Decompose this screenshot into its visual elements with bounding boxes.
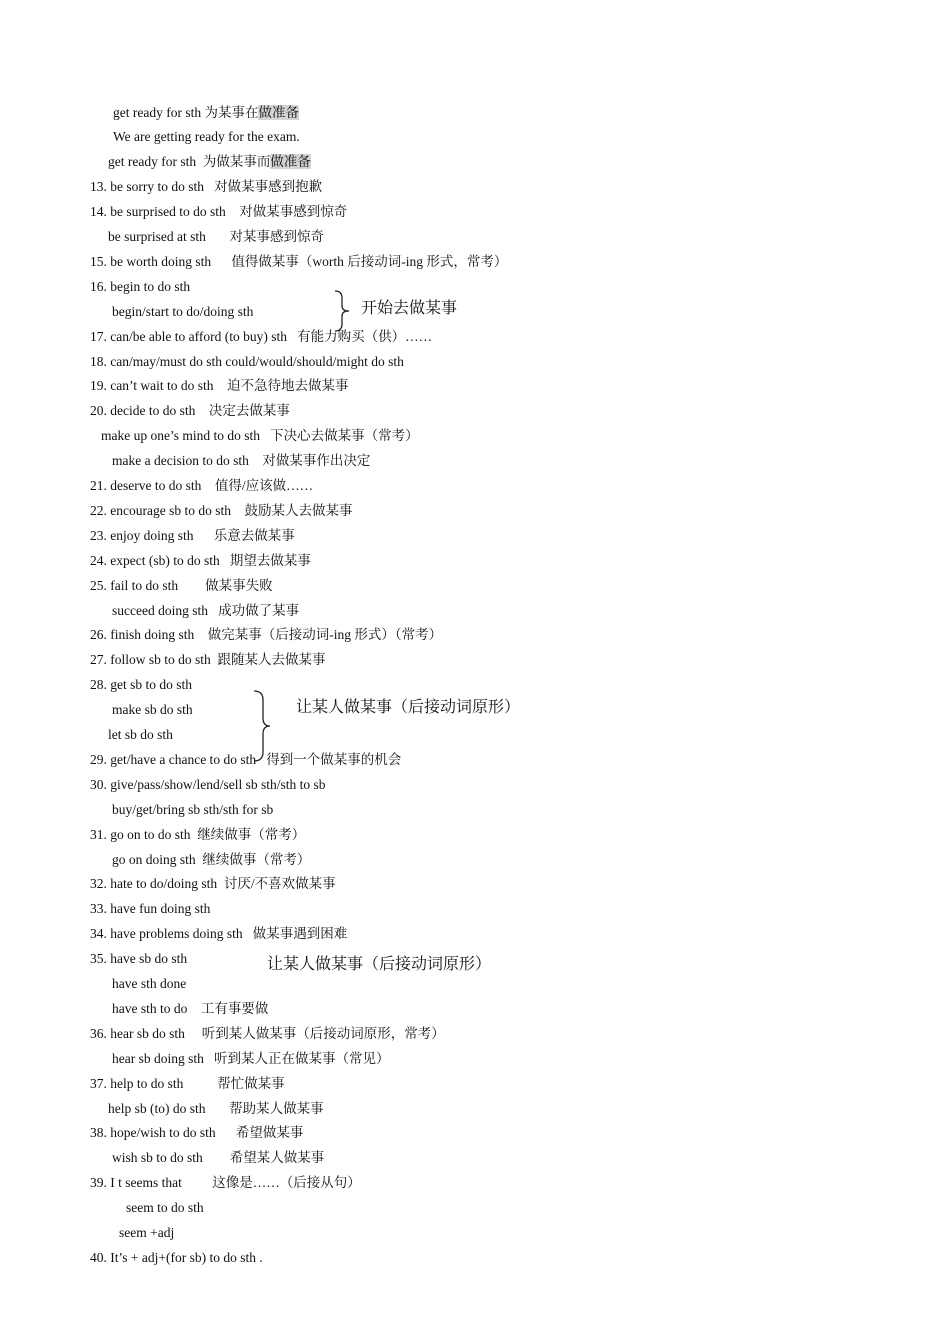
line-text: 30. give/pass/show/lend/sell sb sth/sth to sb <box>90 776 326 792</box>
line-text: 29. get/have a chance to do sth 得到一个做某事的机会 <box>90 751 402 767</box>
line-text: make a decision to do sth 对做某事作出决定 <box>112 453 371 469</box>
line-text: go on doing sth 继续做事（常考） <box>112 851 311 867</box>
line-text: 16. begin to do sth <box>90 278 191 294</box>
line-text: 27. follow sb to do sth 跟随某人去做某事 <box>90 652 326 668</box>
line-text: 38. hope/wish to do sth 希望做某事 <box>90 1125 304 1141</box>
line-text: 23. enjoy doing sth 乐意去做某事 <box>90 527 295 543</box>
side-note: 让某人做某事（后接动词原形） <box>296 699 521 716</box>
highlighted-text: 做准备 <box>258 104 299 120</box>
text-segment: get ready for sth 为做某事而 <box>108 154 271 170</box>
line-text: make up one’s mind to do sth 下决心去做某事（常考） <box>101 428 419 444</box>
line-text: 21. deserve to do sth 值得/应该做…… <box>90 478 314 493</box>
line-text: 15. be worth doing sth 值得做某事（worth 后接动词-ing 形式，常考） <box>90 253 508 269</box>
line-text: succeed doing sth 成功做了某事 <box>112 602 300 618</box>
line-text: seem +adj <box>119 1225 175 1240</box>
line-text: 13. be sorry to do sth 对做某事感到抱歉 <box>90 179 323 195</box>
line-text: 22. encourage sb to do sth 鼓励某人去做某事 <box>90 502 353 518</box>
line-text: We are getting ready for the exam. <box>113 129 300 145</box>
line-text <box>108 150 311 175</box>
line-text: 33. have fun doing sth <box>90 901 211 917</box>
line-text: 14. be surprised to do sth 对做某事感到惊奇 <box>90 204 348 220</box>
line-text: 37. help to do sth 帮忙做某事 <box>90 1075 285 1091</box>
line-text: 35. have sb do sth <box>90 951 188 967</box>
line-text: let sb do sth <box>108 727 173 742</box>
line-text: 34. have problems doing sth 做某事遇到困难 <box>90 926 348 942</box>
line-text: 26. finish doing sth 做完某事（后接动词-ing 形式）（常考） <box>90 627 443 643</box>
line-text: 17. can/be able to afford (to buy) sth 有能力购买（供）…… <box>90 328 433 344</box>
line-text: help sb (to) do sth 帮助某人做某事 <box>108 1100 324 1116</box>
line-text: have sth done <box>112 976 187 991</box>
side-note: 让某人做某事（后接动词原形） <box>267 956 492 973</box>
curly-brace-icon <box>332 290 352 332</box>
line-text: seem to do sth <box>126 1200 204 1216</box>
line-text: begin/start to do/doing sth <box>112 303 254 319</box>
text-segment: get ready for sth 为某事在 <box>113 104 259 120</box>
line-text: hear sb doing sth 听到某人正在做某事（常见） <box>112 1050 390 1066</box>
line-text: 24. expect (sb) to do sth 期望去做某事 <box>90 552 311 568</box>
line-text: 28. get sb to do sth <box>90 677 193 693</box>
line-text <box>113 101 299 126</box>
line-text: have sth to do 工有事要做 <box>112 1000 269 1016</box>
line-text: 40. It’s + adj+(for sb) to do sth . <box>90 1249 263 1265</box>
line-text: wish sb to do sth 希望某人做某事 <box>112 1150 325 1166</box>
line-text: 32. hate to do/doing sth 讨厌/不喜欢做某事 <box>90 876 336 892</box>
line-text: make sb do sth <box>112 702 193 718</box>
line-text: 20. decide to do sth 决定去做某事 <box>90 403 290 419</box>
curly-brace-icon <box>251 690 273 762</box>
highlighted-text: 做准备 <box>270 154 311 170</box>
line-text: 39. I t seems that 这像是……（后接从句） <box>90 1175 361 1191</box>
line-text: be surprised at sth 对某事感到惊奇 <box>108 229 324 244</box>
line-text: 25. fail to do sth 做某事失败 <box>90 577 273 593</box>
line-text: 31. go on to do sth 继续做事（常考） <box>90 826 306 842</box>
line-text: buy/get/bring sb sth/sth for sb <box>112 801 274 817</box>
line-text: 18. can/may/must do sth could/would/should/might do sth <box>90 353 404 369</box>
side-note: 开始去做某事 <box>361 300 458 317</box>
line-text: 19. can’t wait to do sth 迫不急待地去做某事 <box>90 378 349 394</box>
line-text: 36. hear sb do sth 听到某人做某事（后接动词原形，常考） <box>90 1025 445 1041</box>
